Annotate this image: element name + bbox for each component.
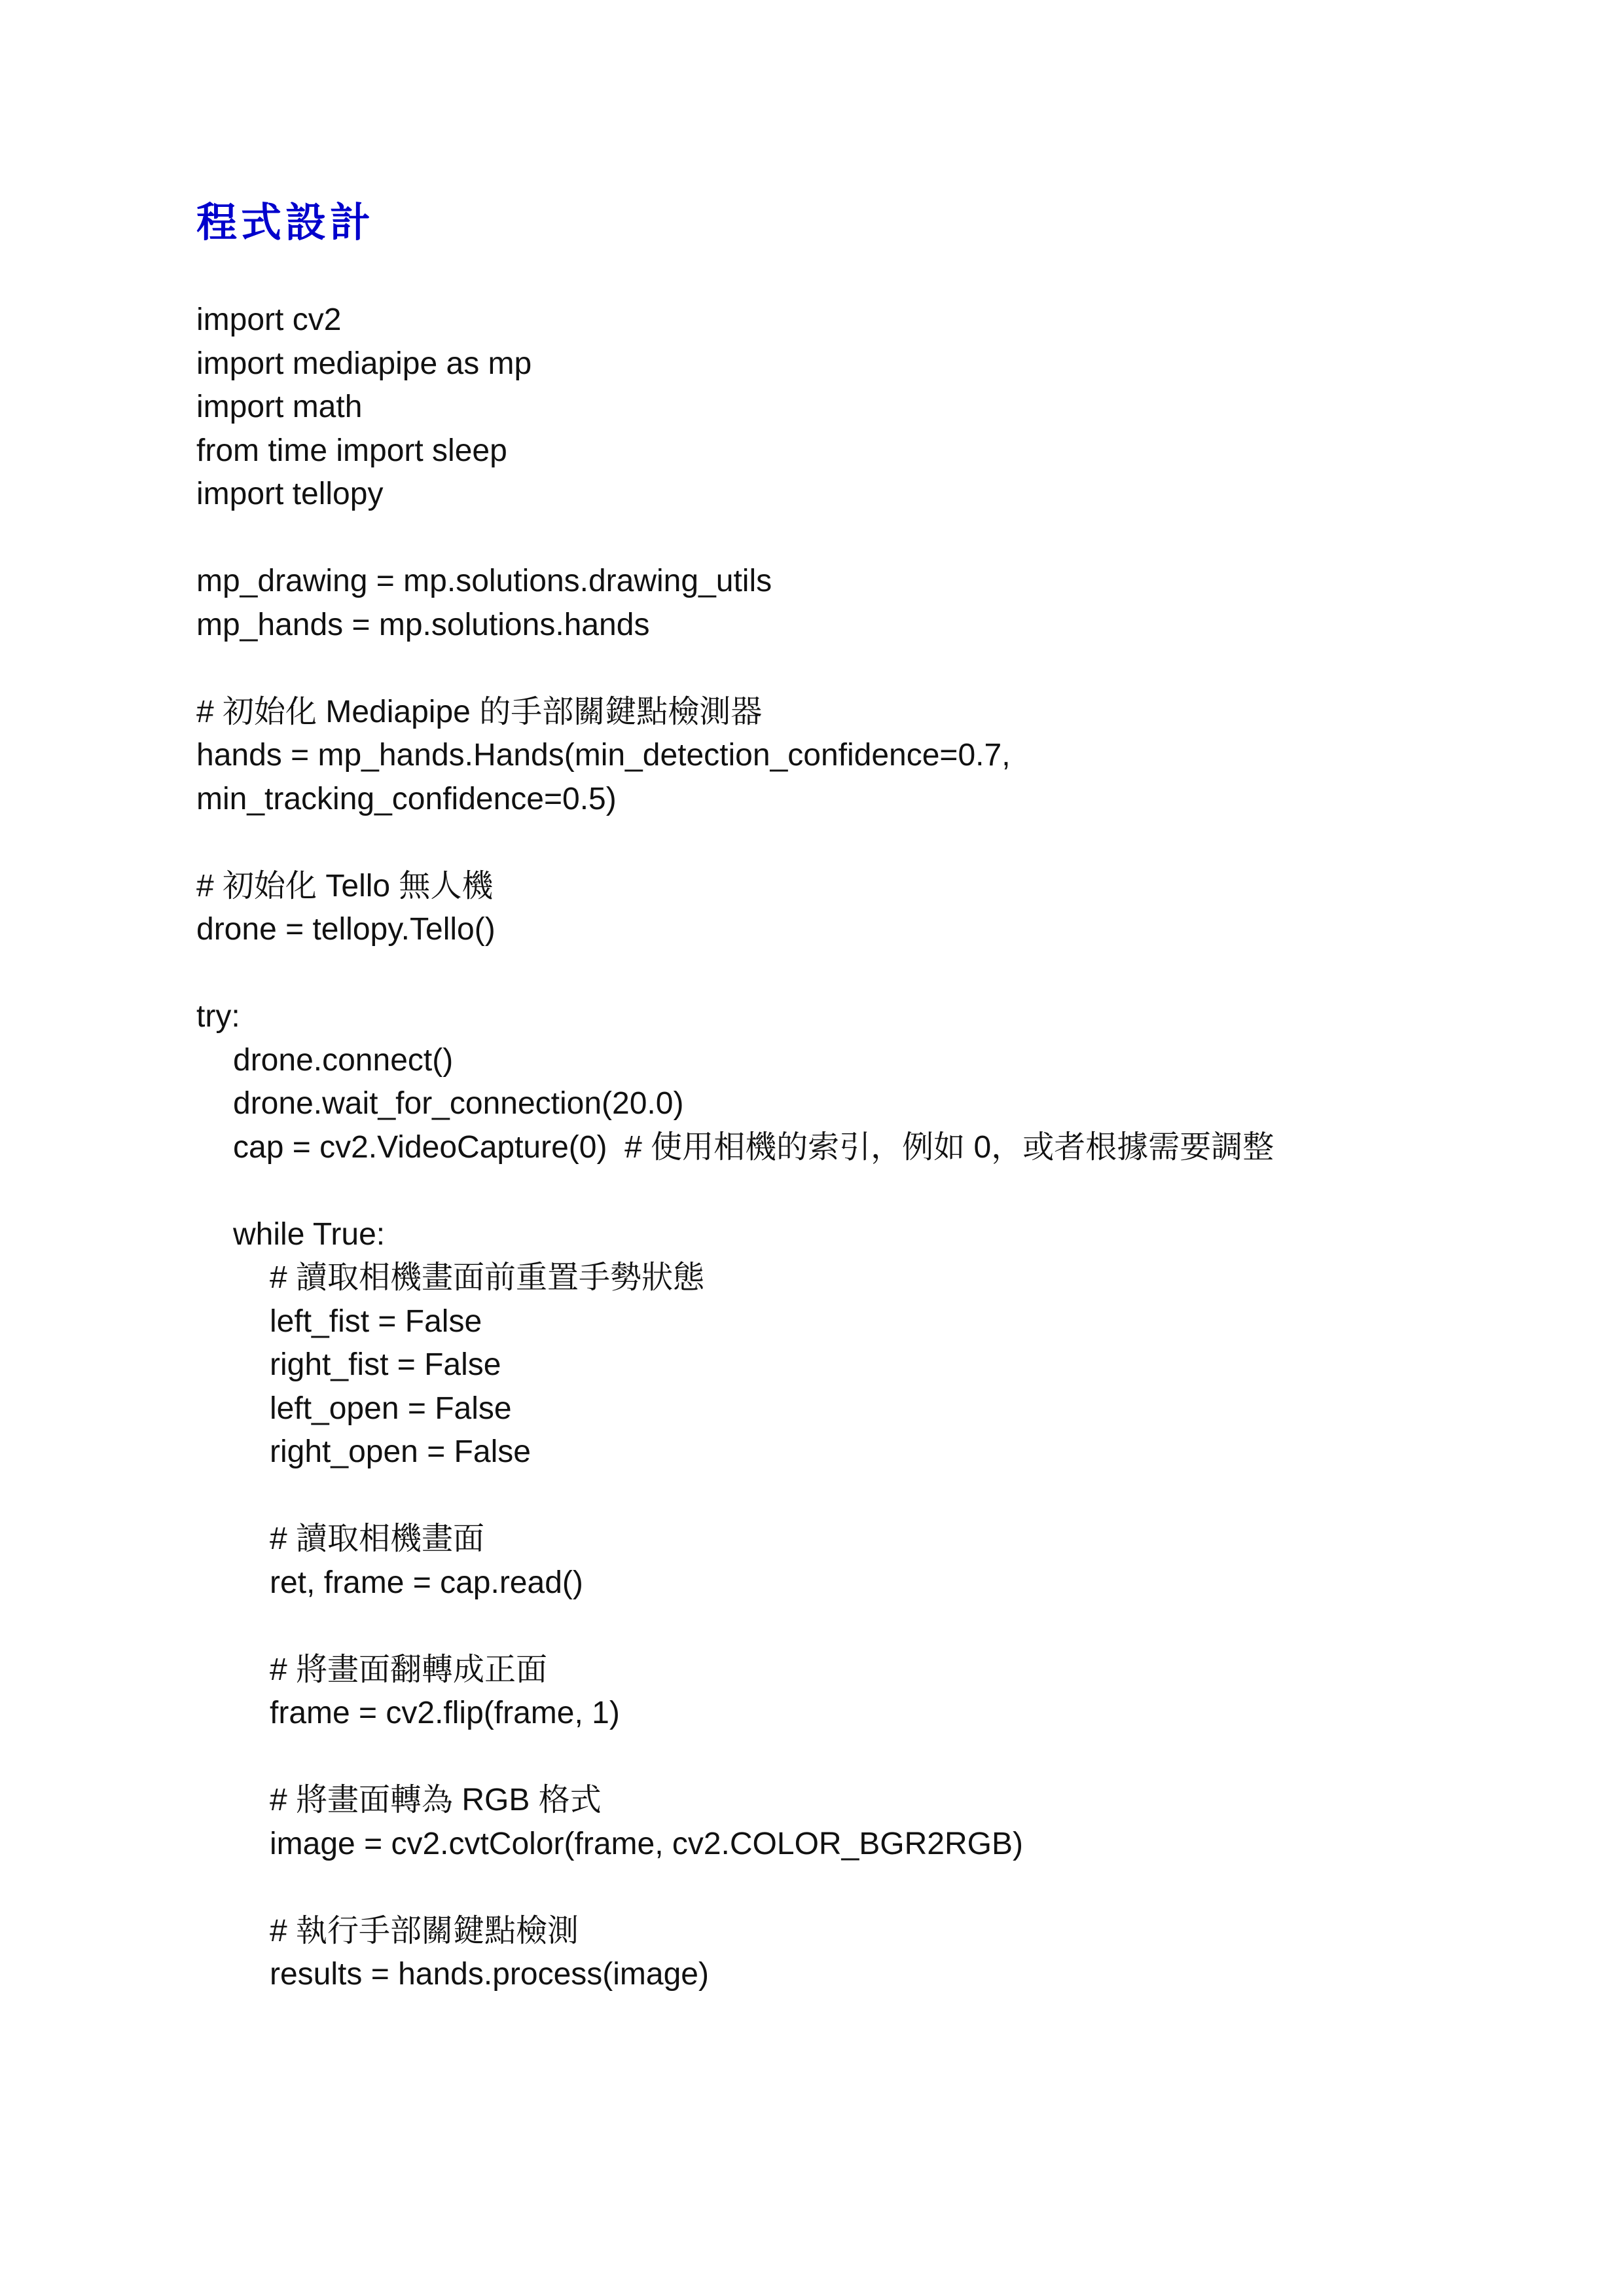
code-line: cap = cv2.VideoCapture(0) # 使用相機的索引，例如 0，或者根據需要調整 xyxy=(233,1129,1274,1165)
code-block xyxy=(196,299,1274,1997)
blank-line xyxy=(196,1169,1274,1213)
blank-line xyxy=(196,952,1274,996)
page-title: 程式設計 xyxy=(196,198,375,246)
blank-line xyxy=(196,1474,1274,1518)
code-line: import mediapipe as mp xyxy=(196,346,532,381)
code-line: import cv2 xyxy=(196,302,342,337)
code-line: import tellopy xyxy=(196,477,384,511)
comment-line: # 執行手部關鍵點檢測 xyxy=(270,1913,579,1948)
code-line: results = hands.process(image) xyxy=(270,1957,709,1992)
comment-line: # 初始化 Tello 無人機 xyxy=(196,868,494,903)
code-line: min_tracking_confidence=0.5) xyxy=(196,781,617,816)
code-line: left_fist = False xyxy=(270,1303,482,1339)
blank-line xyxy=(196,1866,1274,1910)
code-line: right_fist = False xyxy=(270,1347,501,1382)
comment-line: # 初始化 Mediapipe 的手部關鍵點檢測器 xyxy=(196,694,763,729)
code-line: left_open = False xyxy=(270,1391,512,1426)
code-line: import math xyxy=(196,390,363,424)
code-line: frame = cv2.flip(frame, 1) xyxy=(270,1696,620,1730)
blank-line xyxy=(196,647,1274,691)
code-line: drone.wait_for_connection(20.0) xyxy=(233,1086,684,1121)
code-line: image = cv2.cvtColor(frame, cv2.COLOR_BGR2RGB) xyxy=(270,1826,1023,1861)
code-line: ret, frame = cap.read() xyxy=(270,1565,583,1600)
code-line: drone = tellopy.Tello() xyxy=(196,912,496,947)
blank-line xyxy=(196,1605,1274,1649)
comment-line: # 讀取相機畫面 xyxy=(270,1522,485,1556)
code-line: mp_drawing = mp.solutions.drawing_utils xyxy=(196,564,772,598)
code-line: from time import sleep xyxy=(196,433,507,468)
code-line: while True: xyxy=(233,1216,386,1252)
blank-line xyxy=(196,821,1274,865)
comment-line: # 將畫面轉為 RGB 格式 xyxy=(270,1783,602,1817)
comment-line: # 讀取相機畫面前重置手勢狀態 xyxy=(270,1260,705,1295)
code-line: try: xyxy=(196,999,240,1034)
code-line: drone.connect() xyxy=(233,1042,454,1078)
blank-line xyxy=(196,517,1274,560)
comment-line: # 將畫面翻轉成正面 xyxy=(270,1652,548,1687)
code-line: hands = mp_hands.Hands(min_detection_confidence=0.7, xyxy=(196,738,1011,773)
code-line: right_open = False xyxy=(270,1434,531,1469)
blank-line xyxy=(196,1736,1274,1779)
code-line: mp_hands = mp.solutions.hands xyxy=(196,607,650,642)
